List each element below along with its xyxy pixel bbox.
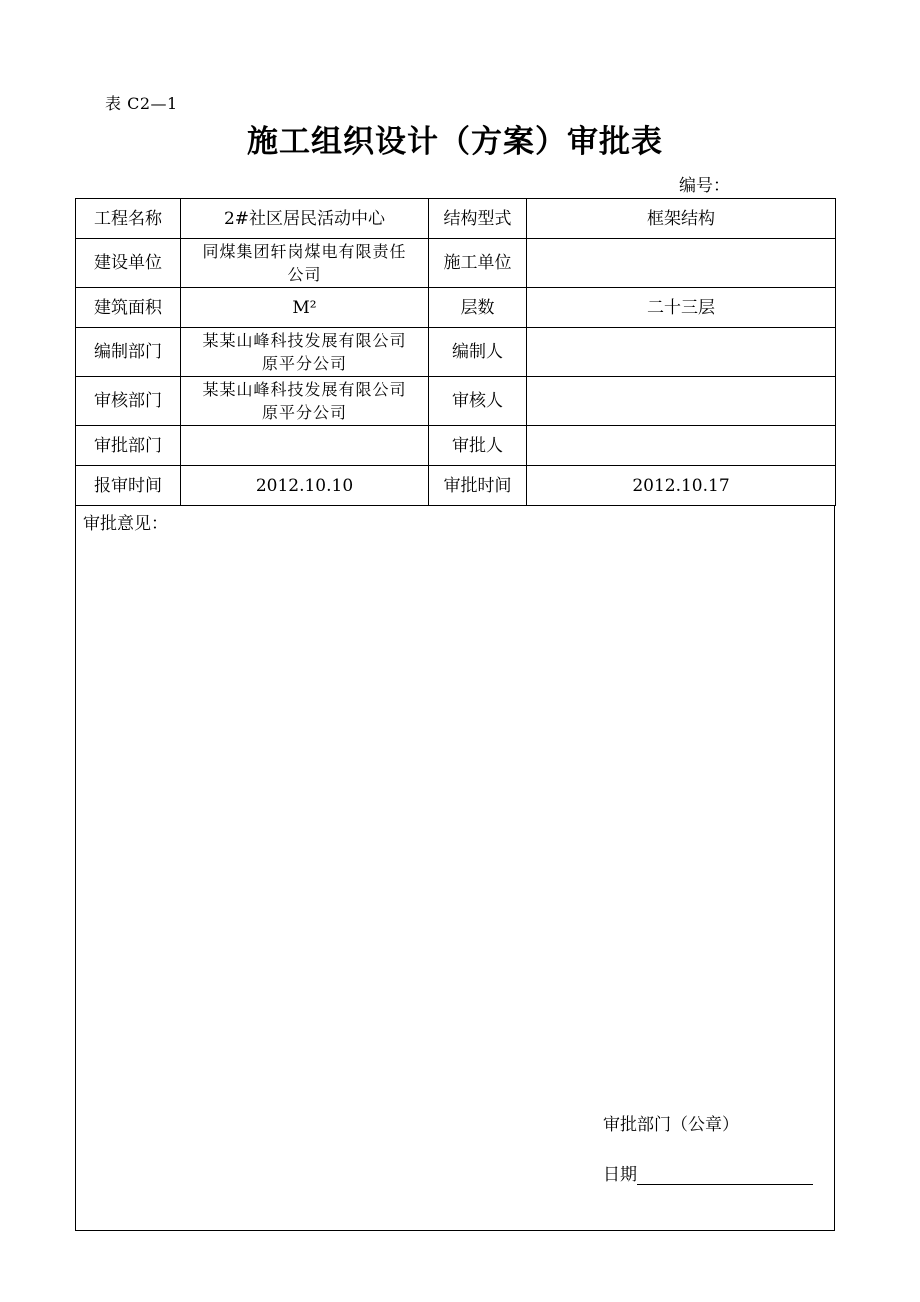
approval-date-value[interactable]: 2012.10.17 <box>527 466 836 506</box>
structure-type-value[interactable]: 框架结构 <box>527 199 836 239</box>
form-code: 表 C2—1 <box>105 94 178 113</box>
contractor-unit-value[interactable] <box>527 239 836 288</box>
row-client-unit <box>76 239 836 288</box>
compiler-label: 编制人 <box>429 328 527 377</box>
reviewer-value[interactable] <box>527 377 836 426</box>
row-compiling-dept <box>76 328 836 377</box>
review-dept-label: 审核部门 <box>76 377 181 426</box>
compiling-dept-value[interactable] <box>181 328 429 377</box>
contractor-unit-label: 施工单位 <box>429 239 527 288</box>
row-building-area <box>76 288 836 328</box>
row-approval-dept <box>76 426 836 466</box>
approval-form-table <box>75 198 836 506</box>
compiler-value[interactable] <box>527 328 836 377</box>
approver-value[interactable] <box>527 426 836 466</box>
building-area-label: 建筑面积 <box>76 288 181 328</box>
review-dept-line-2: 原平分公司 <box>261 403 347 422</box>
compiling-dept-label: 编制部门 <box>76 328 181 377</box>
compiling-dept-line-1: 某某山峰科技发展有限公司 <box>202 331 407 350</box>
approval-dept-label: 审批部门 <box>76 426 181 466</box>
submission-date-value[interactable]: 2012.10.10 <box>181 466 429 506</box>
date-label: 日期 <box>603 1165 637 1185</box>
row-project-name <box>76 199 836 239</box>
date-underline[interactable] <box>637 1166 813 1185</box>
structure-type-label: 结构型式 <box>429 199 527 239</box>
reviewer-label: 审核人 <box>429 377 527 426</box>
floors-label: 层数 <box>429 288 527 328</box>
project-name-label: 工程名称 <box>76 199 181 239</box>
approval-opinion-box[interactable] <box>75 506 835 1231</box>
project-name-value[interactable]: 2#社区居民活动中心 <box>181 199 429 239</box>
floors-value[interactable]: 二十三层 <box>527 288 836 328</box>
serial-number-label: 编号： <box>679 176 730 196</box>
building-area-value[interactable]: M² <box>181 288 429 328</box>
approval-date-line <box>603 1160 813 1185</box>
client-unit-line-2: 公司 <box>287 265 322 284</box>
approver-label: 审批人 <box>429 426 527 466</box>
client-unit-value[interactable] <box>181 239 429 288</box>
page-title: 施工组织设计（方案）审批表 <box>247 124 663 160</box>
approval-seal-label: 审批部门（公章） <box>603 1115 739 1135</box>
client-unit-label: 建设单位 <box>76 239 181 288</box>
row-dates <box>76 466 836 506</box>
compiling-dept-line-2: 原平分公司 <box>261 354 347 373</box>
approval-dept-value[interactable] <box>181 426 429 466</box>
submission-date-label: 报审时间 <box>76 466 181 506</box>
review-dept-line-1: 某某山峰科技发展有限公司 <box>202 380 407 399</box>
row-review-dept <box>76 377 836 426</box>
client-unit-line-1: 同煤集团轩岗煤电有限责任 <box>202 242 407 261</box>
approval-date-label: 审批时间 <box>429 466 527 506</box>
review-dept-value[interactable] <box>181 377 429 426</box>
approval-opinion-label: 审批意见： <box>83 514 168 534</box>
